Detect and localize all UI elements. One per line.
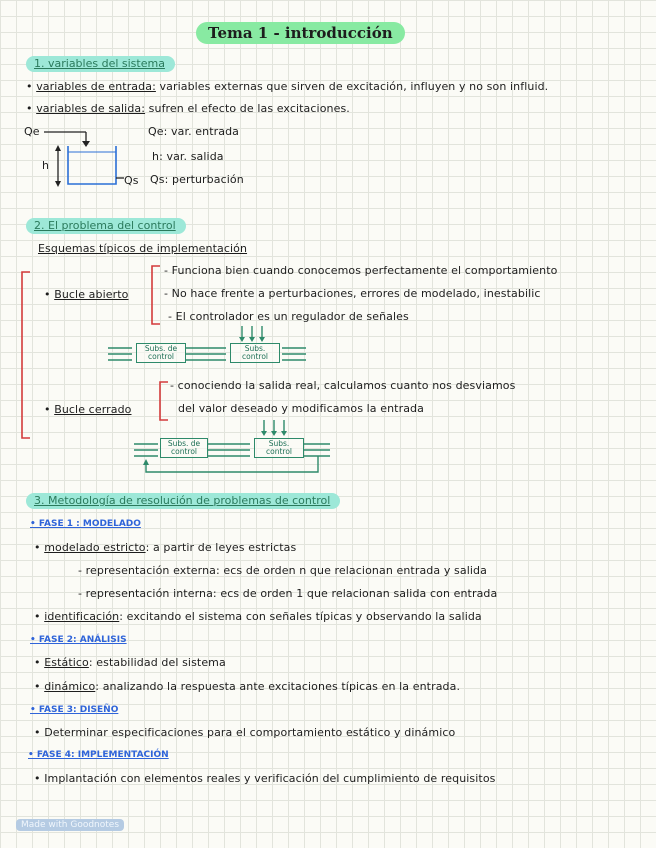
open-loop-label-text: Bucle abierto [54, 288, 129, 301]
implementacion-text: Implantación con elementos reales y verificación del cumplimiento de requisitos [44, 772, 496, 785]
identificacion-line: • identificación: excitando el sistema con señales típicas y observando la salida [34, 610, 482, 623]
open-loop-control-box: Subs. de control [136, 343, 186, 363]
closed-loop-point-2: del valor deseado y modificamos la entrada [178, 402, 424, 415]
section-1-heading: 1. variables del sistema [26, 56, 175, 72]
dinamico-line: • dinámico: analizando la respuesta ante excitaciones típicas en la entrada. [34, 680, 461, 693]
open-loop-point-3: - El controlador es un regulador de señales [168, 310, 409, 323]
open-loop-point-2: - No hace frente a perturbaciones, errores de modelado, inestabilic [164, 287, 541, 300]
modelado-line: • modelado estricto: a partir de leyes estrictas [34, 541, 297, 554]
dinamico-term: dinámico [44, 680, 96, 693]
input-variables-line: • variables de entrada: variables externas que sirven de excitación, influyen y no son influid. [26, 80, 549, 93]
qs-label: Qs [124, 174, 139, 187]
diseno-line: • Determinar especificaciones para el comportamiento estático y dinámico [34, 726, 456, 739]
closed-loop-control-box: Subs. de control [160, 438, 208, 458]
diseno-text: Determinar especificaciones para el comportamiento estático y dinámico [44, 726, 456, 739]
page-title: Tema 1 - introducción [196, 22, 405, 44]
section-2-heading: 2. El problema del control [26, 218, 186, 234]
section-3-heading: 3. Metodología de resolución de problemas de control [26, 493, 340, 509]
section-2-subheading: Esquemas típicos de implementación [38, 242, 248, 255]
input-variables-term: variables de entrada: [36, 80, 156, 93]
modelado-text: : a partir de leyes estrictas [145, 541, 297, 554]
estatico-term: Estático [44, 656, 89, 669]
closed-loop-label: • Bucle cerrado [44, 403, 132, 416]
open-loop-point-1: - Funciona bien cuando conocemos perfectamente el comportamiento [164, 264, 558, 277]
qe-label: Qe [24, 125, 40, 138]
phase-1-heading: • FASE 1 : MODELADO [30, 519, 141, 529]
modelado-term: modelado estricto [44, 541, 146, 554]
h-label: h [42, 159, 50, 172]
output-variables-term: variables de salida: [36, 102, 146, 115]
open-loop-label: • Bucle abierto [44, 288, 129, 301]
closed-loop-process-box: Subs. control [254, 438, 304, 458]
goodnotes-badge: Made with Goodnotes [16, 819, 124, 831]
estatico-line: • Estático: estabilidad del sistema [34, 656, 226, 669]
output-variables-text: sufren el efecto de las excitaciones. [148, 102, 350, 115]
estatico-text: : estabilidad del sistema [88, 656, 226, 669]
identificacion-term: identificación [44, 610, 120, 623]
dinamico-text: : analizando la respuesta ante excitaciones típicas en la entrada. [95, 680, 461, 693]
rep-interna: - representación interna: ecs de orden 1 que relacionan salida con entrada [78, 587, 498, 600]
legend-qe: Qe: var. entrada [148, 125, 240, 138]
closed-loop-label-text: Bucle cerrado [54, 403, 132, 416]
input-variables-text: variables externas que sirven de excitación, influyen y no son influid. [159, 80, 549, 93]
phase-3-heading: • FASE 3: DISEÑO [30, 705, 119, 715]
legend-h: h: var. salida [152, 150, 224, 163]
identificacion-text: : excitando el sistema con señales típicas y observando la salida [119, 610, 482, 623]
rep-externa: - representación externa: ecs de orden n que relacionan entrada y salida [78, 564, 487, 577]
output-variables-line: • variables de salida: sufren el efecto de las excitaciones. [26, 102, 350, 115]
phase-2-heading: • FASE 2: ANÁLISIS [30, 635, 127, 645]
closed-loop-point-1: - conociendo la salida real, calculamos cuanto nos desviamos [170, 379, 516, 392]
phase-4-heading: • FASE 4: IMPLEMENTACIÓN [28, 750, 169, 760]
implementacion-line: • Implantación con elementos reales y verificación del cumplimiento de requisitos [34, 772, 496, 785]
legend-qs: Qs: perturbación [150, 173, 244, 186]
open-loop-process-box: Subs. control [230, 343, 280, 363]
